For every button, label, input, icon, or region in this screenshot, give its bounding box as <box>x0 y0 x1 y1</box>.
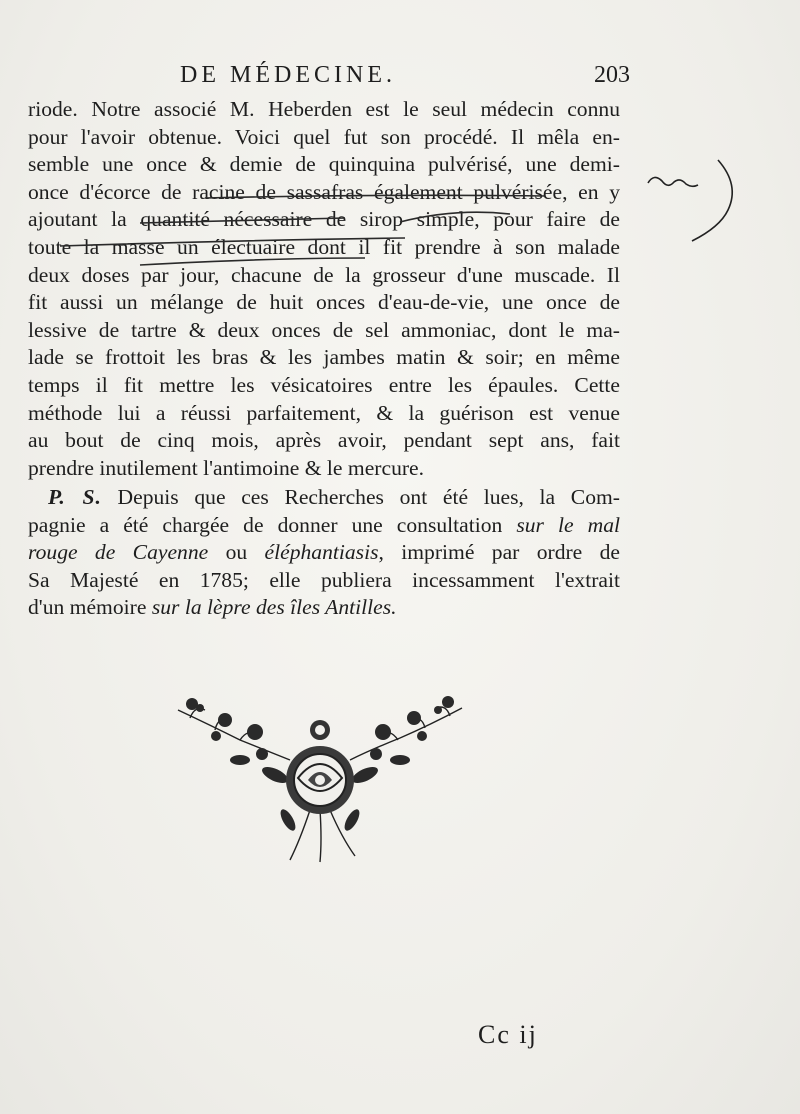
ps-line <box>28 484 620 512</box>
text-line: fit aussi un mélange de huit onces d'eau-de-vie, une once de <box>28 290 620 315</box>
ps-line <box>28 594 620 622</box>
text-line: temps il fit mettre les vésicatoires entre les épaules. Cette <box>28 372 620 397</box>
ps-italic: sur la lèpre des îles Antilles. <box>151 595 397 620</box>
ps-italic: rouge de Cayenne <box>28 540 209 565</box>
text-line: ajoutant la quantité nécessaire de sirop simple, pour faire de <box>28 207 620 232</box>
text-line: au bout de cinq mois, après avoir, pendant sept ans, fait <box>28 428 620 453</box>
text-line: toute la masse un électuaire dont il fit prendre à son malade <box>28 234 620 259</box>
ps-line <box>28 539 620 567</box>
text-line: once d'écorce de racine de sassafras également pulvérisée, en y <box>28 179 620 204</box>
running-head <box>180 62 630 96</box>
text-line: méthode lui a réussi parfaitement, & la guérison est venue <box>28 400 620 425</box>
page-number: 203 <box>594 62 630 88</box>
handwritten-bracket-icon <box>640 155 750 245</box>
running-title: DE MÉDECINE. <box>180 62 396 88</box>
ps-text: ou <box>208 540 265 565</box>
text-line: lessive de tartre & deux onces de sel ammoniac, dont le ma- <box>28 317 620 342</box>
ps-text: pagnie a été chargée de donner une consultation <box>28 512 517 537</box>
text-line: lade se frottoit les bras & les jambes matin & soir; en même <box>28 345 620 370</box>
text-line: deux doses par jour, chacune de la grosseur d'une muscade. Il <box>28 262 620 287</box>
text-line: prendre inutilement l'antimoine & le mercure. <box>28 455 425 480</box>
signature-mark: Cc ij <box>478 1020 538 1049</box>
text-line: riode. Notre associé M. Heberden est le seul médecin connu <box>28 97 620 121</box>
ps-label: P. S. <box>48 485 102 509</box>
ps-text: Depuis que ces Recherches ont été lues, la Com- <box>101 485 620 509</box>
postscript <box>28 484 620 622</box>
ps-line: Sa Majesté en 1785; elle publiera incessamment l'extrait <box>28 567 620 592</box>
main-text <box>28 96 620 482</box>
text-line: semble une once & demie de quinquina pulvérisé, une demi- <box>28 152 620 177</box>
floral-fleuron-icon <box>170 680 470 870</box>
ps-italic: sur le mal <box>516 512 620 537</box>
text-line: pour l'avoir obtenue. Voici quel fut son procédé. Il mêla en- <box>28 124 620 149</box>
ps-italic: éléphantiasis <box>264 540 379 565</box>
ps-text: d'un mémoire <box>28 595 152 620</box>
ps-text: , imprimé par ordre de <box>378 540 620 565</box>
ps-line <box>28 512 620 540</box>
